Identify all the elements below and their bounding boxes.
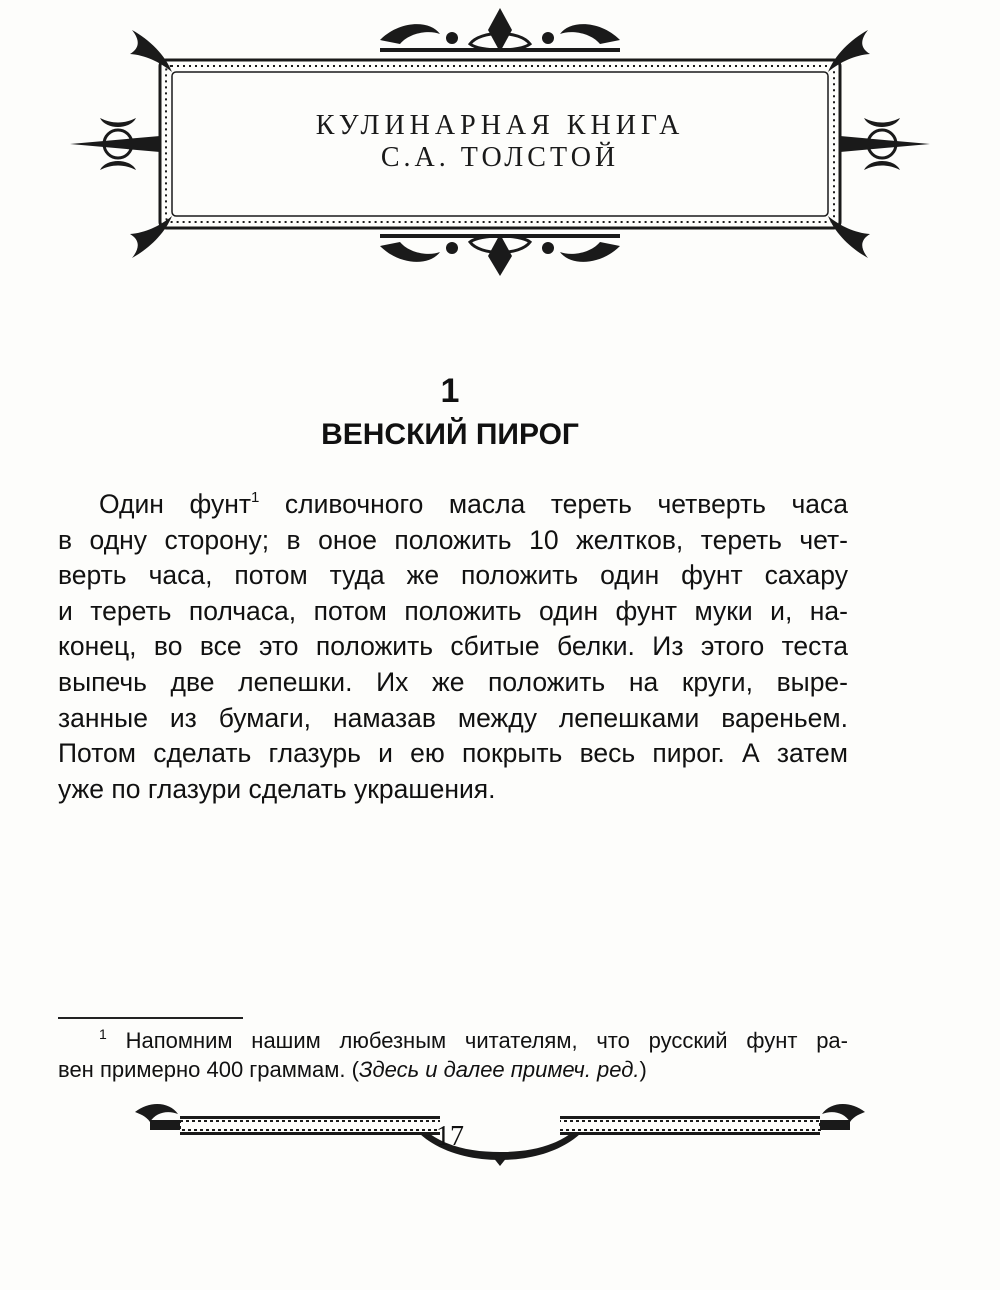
- recipe-line-4: и тереть полчаса, потом положить один фунт муки и, на-: [58, 595, 848, 626]
- footnote-marker: 1: [251, 489, 260, 506]
- footnote-line-1-text: Напомним нашим любезным читателям, что русский фунт ра-: [106, 1028, 848, 1053]
- book-title-line1: КУЛИНАРНАЯ КНИГА: [315, 110, 685, 141]
- recipe-line-3: верть часа, потом туда же положить один фунт сахару: [58, 560, 848, 591]
- footnote-line-2b: ): [639, 1057, 647, 1082]
- recipe-line-9: уже по глазури сделать украшения.: [58, 773, 496, 804]
- recipe-line-5: конец, во все это положить сбитые белки. Из этого теста: [58, 631, 848, 662]
- bottom-center-ornament: [380, 234, 620, 276]
- recipe-line-7: занные из бумаги, намазав между лепешками вареньем.: [58, 702, 848, 733]
- footnote-number: 1: [99, 1026, 107, 1042]
- recipe-line-6: выпечь две лепешки. Их же положить на круги, выре-: [58, 666, 848, 697]
- top-center-ornament: [380, 8, 620, 52]
- recipe-line-8: Потом сделать глазурь и ею покрыть весь пирог. А затем: [58, 738, 848, 769]
- chapter-number: 1: [440, 372, 460, 410]
- recipe-line-1b: сливочного масла тереть четверть часа: [259, 489, 848, 519]
- footnote-line-2a: вен примерно 400 граммам. (: [58, 1057, 359, 1082]
- footnote-divider: [58, 1017, 243, 1019]
- chapter-title: ВЕНСКИЙ ПИРОГ: [321, 418, 579, 451]
- footnote-line-1: [58, 1026, 848, 1055]
- footnote-line-2: [58, 1055, 848, 1084]
- recipe-line-1a: Один фунт: [99, 489, 251, 519]
- recipe-line-1: [58, 487, 848, 523]
- bottom-ornament: [0, 1090, 1000, 1170]
- recipe-text: [58, 487, 848, 807]
- footnote-editor-note: Здесь и далее примеч. ред.: [358, 1057, 640, 1082]
- footnote: [58, 1026, 848, 1084]
- recipe-line-2: в одну сторону; в оное положить 10 желтков, тереть чет-: [58, 524, 848, 555]
- book-title-line2: С.А. ТОЛСТОЙ: [380, 142, 620, 173]
- page-number: 17: [436, 1121, 464, 1152]
